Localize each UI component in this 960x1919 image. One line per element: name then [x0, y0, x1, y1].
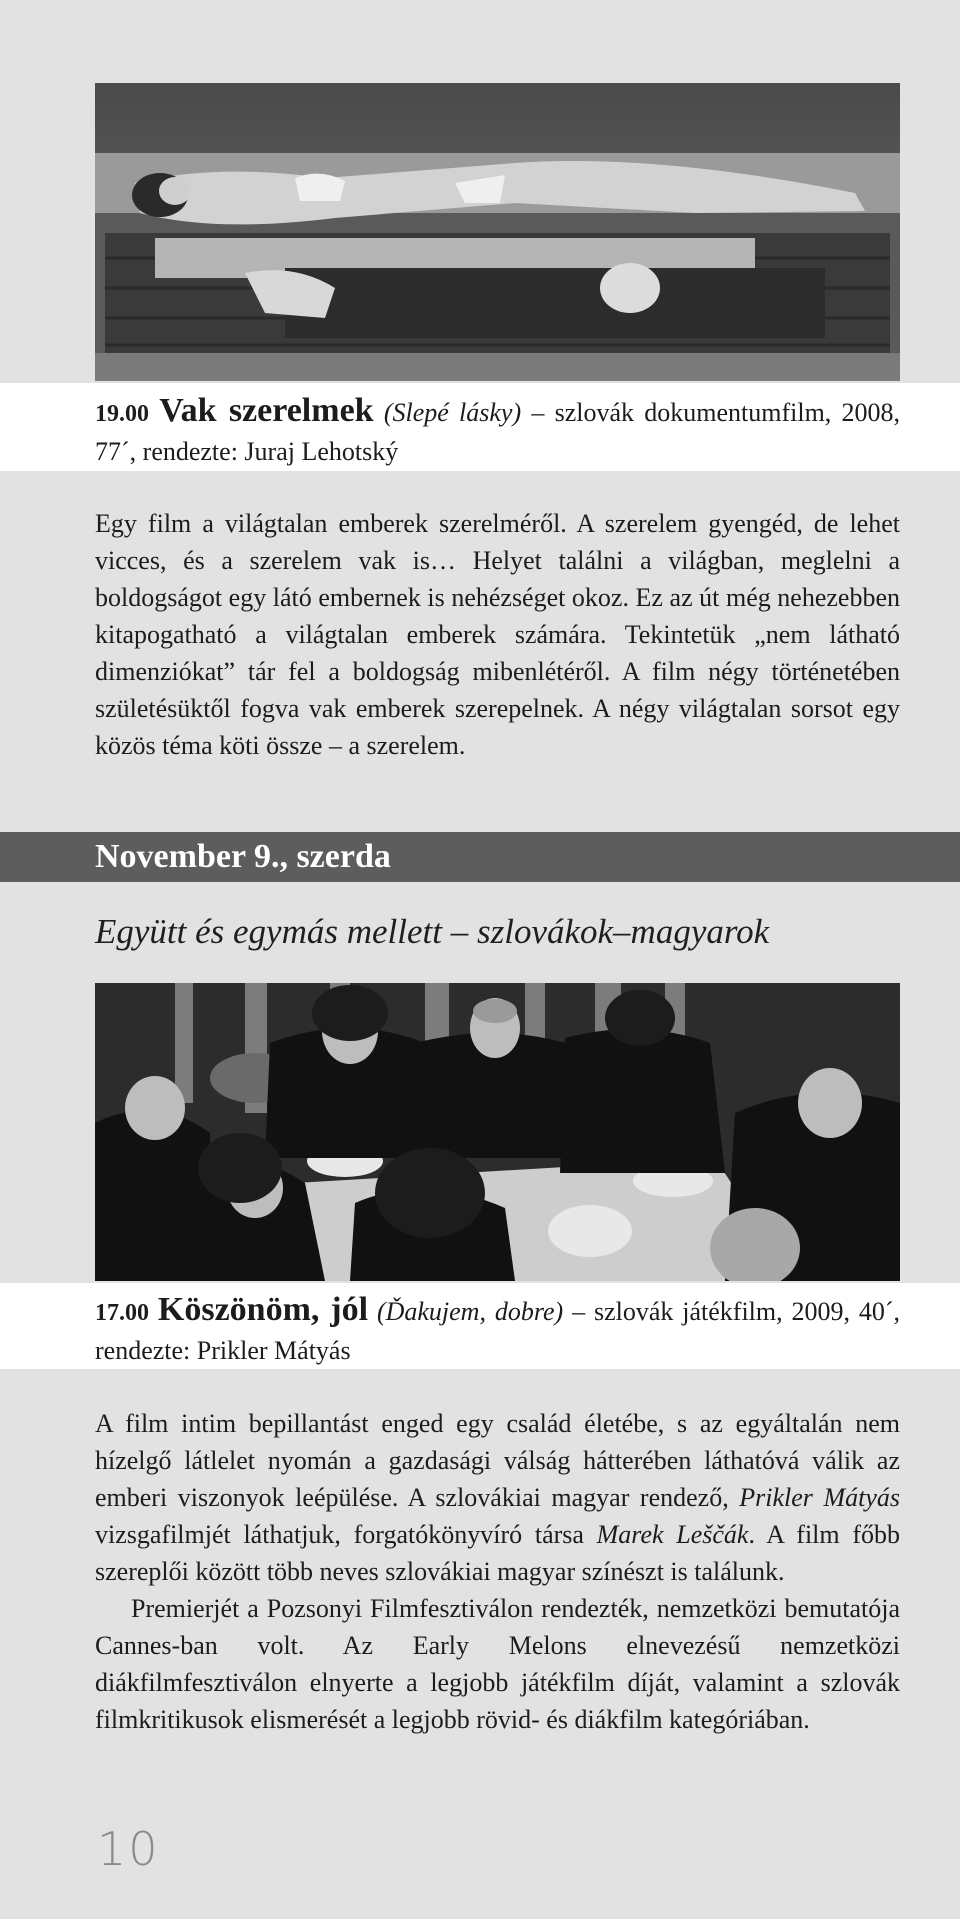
film2-original-title: (Ďakujem, dobre) [376, 1297, 564, 1326]
film1-header [95, 392, 900, 470]
film1-title: Vak szerelmek [159, 392, 374, 429]
film1-original-title: (Slepé lásky) [383, 398, 522, 427]
section-subtitle: Együtt és egymás mellett – szlovákok–magyarok [95, 912, 770, 951]
day-heading: November 9., szerda [0, 832, 960, 882]
film2-still-photo [95, 983, 900, 1281]
film1-still-photo [95, 83, 900, 381]
film2-desc-paragraph-2: Premierjét a Pozsonyi Filmfesztiválon rendezték, nemzetközi bemutatója Cannes-ban volt. Az Early Melons elnevezésű nemzetközi diákfilmfesztiválon elnyerte a legjobb játékfilm díját, valamint a szlovák filmkritikusok elismerését a legjobb rövid- és diákfilm kategóriában. [95, 1594, 900, 1734]
film1-time: 19.00 [95, 401, 149, 427]
film2-description [95, 1405, 900, 1738]
director-name: Prikler Mátyás [739, 1483, 900, 1512]
film2-header [95, 1291, 900, 1369]
film2-title: Köszönöm, jól [157, 1291, 369, 1328]
page-number: 10 [97, 1822, 160, 1876]
film2-desc-paragraph-1: A film intim bepillantást enged egy család életébe, s az egyáltalán nem hízelgő látlelet nyomán a gazdasági válság hátterében láthatóvá válik az emberi viszonyok leépülése. A szlovákiai magyar rendező, Prikler Mátyás vizsgafilmjét láthatjuk, forgatókönyvíró társa Marek Leščák. A film főbb szereplői között több neves szlovákiai magyar színészt is találunk. [95, 1409, 900, 1586]
film1-details: – szlovák dokumentumfilm, 2008, 77´, rendezte: Juraj Lehotský [95, 398, 901, 466]
film1-description: Egy film a világtalan emberek szerelméről. A szerelem gyengéd, de lehet vicces, és a szerelem vak is… Helyet találni a világban, meglelni a boldogságot egy látó embernek is nehézséget okoz. Ez az út még nehezebben kitapogatható a világtalan emberek számára. Tekintetük „nem látható dimenziókat” tár fel a boldogság mibenlétéről. A film négy történetében születésüktől fogva vak emberek szerepelnek. A négy világtalan sorsot egy közös téma köti össze – a szerelem. [95, 509, 900, 760]
film2-details: – szlovák játékfilm, 2009, 40´, rendezte: Prikler Mátyás [95, 1297, 901, 1365]
film2-time: 17.00 [95, 1300, 149, 1326]
writer-name: Marek Leščák [596, 1520, 749, 1549]
